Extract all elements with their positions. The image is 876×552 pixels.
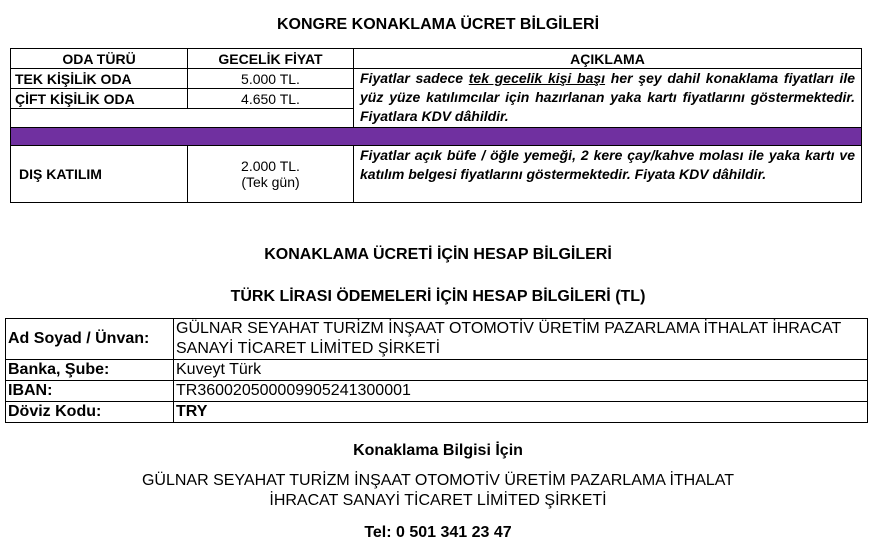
outside-participation-type: DIŞ KATILIM <box>11 146 188 203</box>
page-title: KONGRE KONAKLAMA ÜCRET BİLGİLERİ <box>276 16 600 33</box>
purple-divider <box>11 128 862 146</box>
description-accommodation <box>354 69 862 128</box>
account-name-label: Ad Soyad / Ünvan: <box>6 319 174 360</box>
room-type-double: ÇİFT KİŞİLİK ODA <box>11 89 188 109</box>
company-name-line2: İHRACAT SANAYİ TİCARET LİMİTED ŞİRKETİ <box>269 492 607 509</box>
price-single: 5.000 TL. <box>188 69 354 89</box>
phone-number: Tel: 0 501 341 23 47 <box>364 524 512 541</box>
description-outside: Fiyatlar açık büfe / öğle yemeği, 2 kere çay/kahve molası ile yaka kartı ve katılım belgesi fiyatlarını göstermektedir. Fiyata KDV dâhildir. <box>354 146 862 203</box>
desc1-text-a: Fiyatlar sadece <box>360 70 469 86</box>
desc1-text-b: her şey dahil konaklama fiyatları ile yüz yüze katılımcılar için hazırlanan yaka kartı fiyatlarını göstermektedir. Fiyatlara KDV dâhildir. <box>360 70 856 124</box>
outside-participation-price-cell <box>188 146 354 203</box>
currency-code-label: Döviz Kodu: <box>6 402 174 423</box>
account-table <box>5 318 868 423</box>
company-name-line1: GÜLNAR SEYAHAT TURİZM İNŞAAT OTOMOTİV ÜRETİM PAZARLAMA İTHALAT <box>141 472 735 489</box>
price-double: 4.650 TL. <box>188 89 354 109</box>
purple-divider-row <box>11 128 862 146</box>
iban-label: IBAN: <box>6 381 174 402</box>
header-description: AÇIKLAMA <box>354 49 862 69</box>
table-row <box>11 146 862 203</box>
table-row <box>11 69 862 89</box>
bank-branch-value: Kuveyt Türk <box>174 360 868 381</box>
currency-code-value: TRY <box>174 402 868 423</box>
table-row <box>6 360 868 381</box>
account-section-title: KONAKLAMA ÜCRETİ İÇİN HESAP BİLGİLERİ <box>264 246 612 263</box>
price-table-header <box>11 49 862 69</box>
desc1-text-underlined: tek gecelik kişi başı <box>468 70 606 86</box>
info-title: Konaklama Bilgisi İçin <box>353 442 523 459</box>
bank-branch-label: Banka, Şube: <box>6 360 174 381</box>
table-row <box>6 319 868 360</box>
table-row <box>6 381 868 402</box>
header-room-type: ODA TÜRÜ <box>11 49 188 69</box>
iban-value: TR360020500009905241300001 <box>174 381 868 402</box>
outside-price-note: (Tek gün) <box>241 174 300 190</box>
account-name-value: GÜLNAR SEYAHAT TURİZM İNŞAAT OTOMOTİV ÜRETİM PAZARLAMA İTHALAT İHRACAT SANAYİ TİCARET LİMİTED ŞİRKETİ <box>174 319 868 360</box>
table-row <box>6 402 868 423</box>
header-nightly-price: GECELİK FİYAT <box>188 49 354 69</box>
outside-price: 2.000 TL. <box>241 158 300 174</box>
price-table <box>10 48 862 203</box>
empty-cell <box>11 109 354 128</box>
tl-section-title: TÜRK LİRASI ÖDEMELERİ İÇİN HESAP BİLGİLERİ (TL) <box>230 288 646 305</box>
room-type-single: TEK KİŞİLİK ODA <box>11 69 188 89</box>
